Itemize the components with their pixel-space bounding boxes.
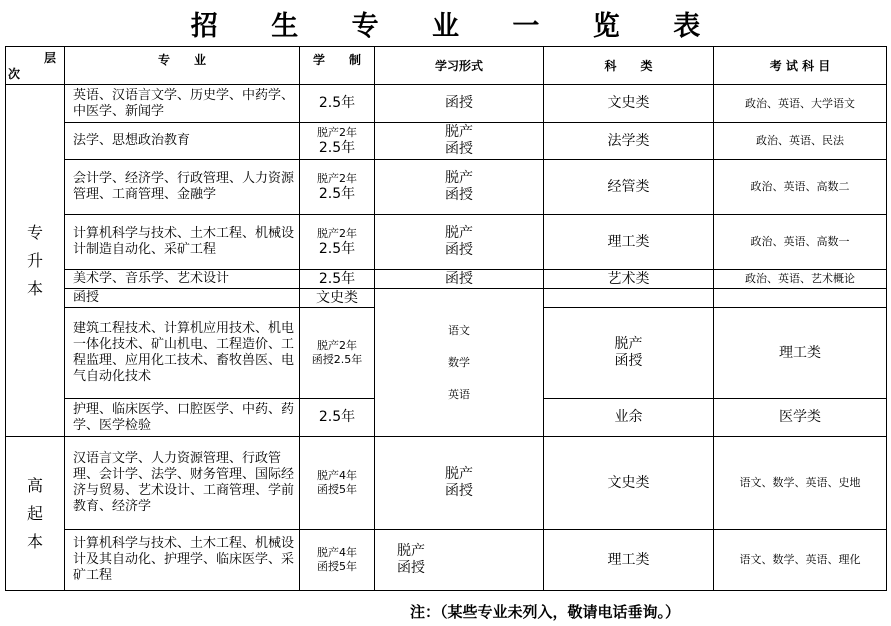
table-row-duration: 2.5年 [318,270,356,287]
table-row-form: 函授 [445,95,473,111]
header-duration: 学 制 [312,53,361,67]
table-row-form: 脱产 函授 [445,124,473,157]
header-level: 层 次 [8,51,56,81]
table-row-form: 脱产 函授 [445,225,473,258]
table-row-category: 艺术类 [607,270,650,287]
table-row-exam: 政治、英语、高数二 [750,180,850,193]
table-row-major: 计算机科学与技术、土木工程、机械设计制造自动化、采矿工程 [73,226,295,257]
table-row-exam: 政治、英语、高数一 [750,235,850,248]
header-category: 科 类 [604,58,653,73]
table-row-major: 汉语言文学、人力资源管理、行政管理、会计学、法学、财务管理、国际经济与贸易、艺术设计、工商管理、学前教育、经济学 [73,451,295,514]
merged-exam-cell: 语文 数学 英语 [448,323,470,401]
table-row-category: 医学类 [779,409,821,425]
table-row-duration: 脱产4年 函授5年 [317,469,357,496]
table-row-major: 会计学、经济学、行政管理、人力资源管理、工商管理、金融学 [73,171,295,202]
table-row-duration: 脱产2年 函授2.5年 [311,339,363,366]
table-row-major: 英语、汉语言文学、历史学、中药学、中医学、新闻学 [73,87,295,119]
table-row-form: 脱产 函授 [397,543,425,576]
table-row-major: 美术学、音乐学、艺术设计 [73,271,230,286]
table-row-major: 法学、思想政治教育 [73,133,191,148]
table-row-form: 脱产 函授 [445,466,473,499]
table-row-category: 文史类 [607,474,650,491]
table-row-form: 函授 [445,270,473,287]
group-label-zsb: 专 升 本 [26,222,43,298]
table-row-category: 理工类 [607,233,650,250]
table-row-category: 文史类 [607,95,650,111]
table-row-form: 脱产 函授 [445,170,473,203]
table-row-exam: 语文、数学、英语、理化 [739,553,861,566]
table-row-duration: 2.5年 [318,95,356,111]
header-major: 专 业 [157,53,206,67]
header-exam: 考 试 科 目 [769,58,831,73]
table-row-duration: 脱产2年 2.5年 [317,125,357,156]
table-row-form: 业余 [614,409,643,425]
table-row-major: 护理、临床医学、口腔医学、中药、药学、医学检验 [73,401,295,433]
table-row-form: 脱产 函授 [614,336,643,369]
table-row-category: 理工类 [779,344,821,361]
table-row-exam: 政治、英语、大学语文 [745,96,855,110]
header-study-form: 学习形式 [434,58,483,73]
table-row-category: 经管类 [607,178,650,195]
table-row-exam: 政治、英语、艺术概论 [745,272,855,285]
table-row-major: 建筑工程技术、计算机应用技术、机电一体化技术、矿山机电、工程造价、工程监理、应用化工技术、畜牧兽医、电气自动化技术 [73,321,295,384]
table-row-duration: 脱产4年 函授5年 [317,546,357,573]
table-row-category: 理工类 [607,551,650,568]
table-row-major: 计算机科学与技术、土木工程、机械设计及其自动化、护理学、临床医学、采矿工程 [73,536,295,583]
table-row-duration: 2.5年 [318,409,356,425]
table-row-exam: 语文、数学、英语、史地 [739,476,861,489]
table-row-category: 法学类 [607,132,650,149]
footnote: 注：（某些专业未列入，敬请电话垂询。） [410,603,681,621]
group-label-gqb: 高 起 本 [26,475,43,551]
page-title: 招 生 专 业 一 览 表 [190,11,723,42]
table-row-exam: 政治、英语、民法 [756,134,844,147]
table-row-major: 函授 [73,290,100,305]
table-row-duration: 文史类 [316,289,358,306]
table-row-duration: 脱产2年 2.5年 [317,171,357,202]
table-row-duration: 脱产2年 2.5年 [317,226,357,257]
